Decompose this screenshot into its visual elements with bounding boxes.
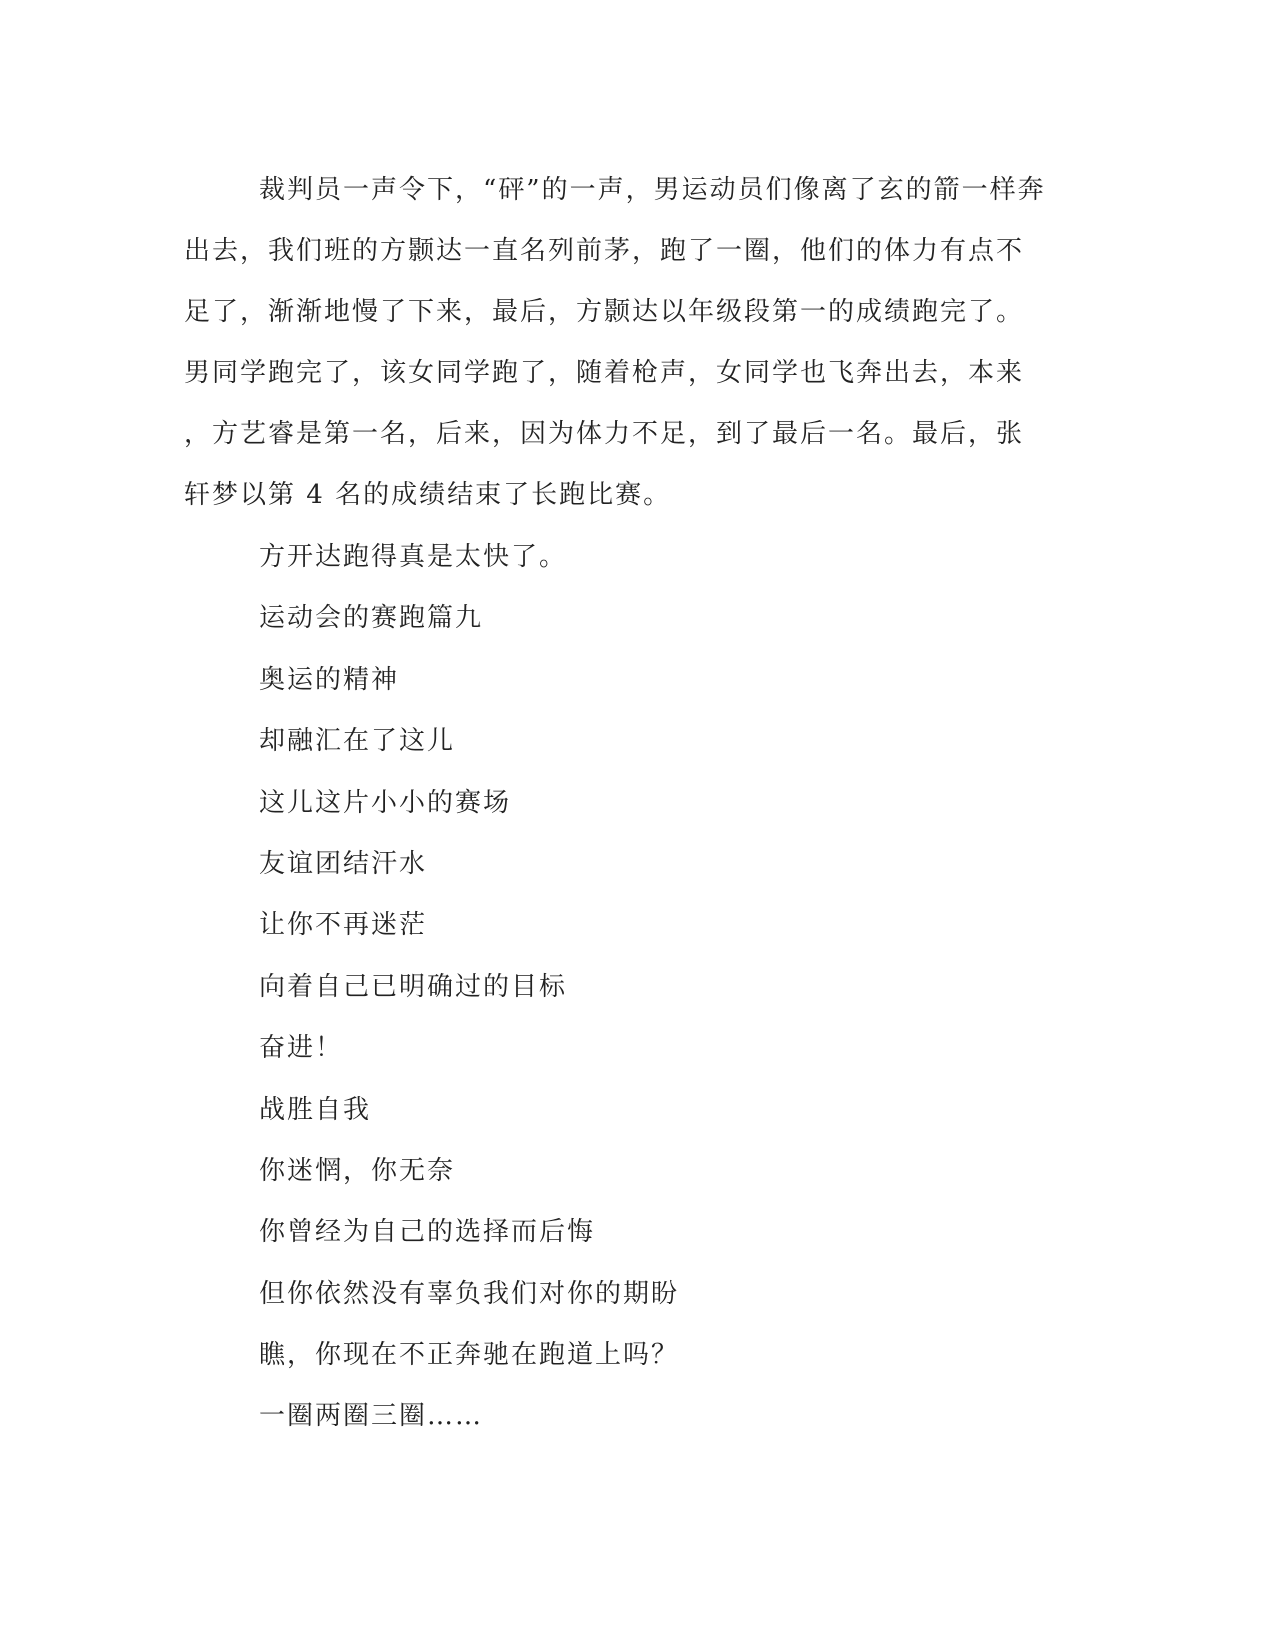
paragraph-line: ，方艺睿是第一名，后来，因为体力不足，到了最后一名。最后，张 — [184, 419, 1025, 449]
verse-line: 瞧，你现在不正奔驰在跑道上吗？ — [259, 1340, 680, 1371]
paragraph-line: 裁判员一声令下，“砰”的一声，男运动员们像离了玄的箭一样奔 — [259, 175, 1046, 205]
verse-line: 奋进！ — [259, 1033, 344, 1064]
paragraph-line: 足了，渐渐地慢了下来，最后，方颢达以年级段第一的成绩跑完了。 — [184, 297, 1025, 327]
poem-verses — [259, 527, 1059, 1448]
verse-line: 向着自己已明确过的目标 — [259, 971, 568, 1002]
verse-line: 一圈两圈三圈…… — [259, 1401, 484, 1432]
verse-line: 这儿这片小小的赛场 — [259, 787, 512, 818]
verse-line: 奥运的精神 — [259, 664, 400, 695]
verse-line: 友谊团结汗水 — [259, 848, 428, 879]
verse-line: 方开达跑得真是太快了。 — [259, 542, 568, 572]
verse-line: 你曾经为自己的选择而后悔 — [259, 1217, 596, 1248]
paragraph-line: 男同学跑完了，该女同学跑了，随着枪声，女同学也飞奔出去，本来 — [184, 358, 1025, 388]
verse-line: 战胜自我 — [259, 1094, 372, 1125]
verse-line: 却融汇在了这儿 — [259, 726, 456, 757]
paragraph-line: 轩梦以第 4 名的成绩结束了长跑比赛。 — [184, 480, 672, 510]
section-heading: 运动会的赛跑篇九 — [259, 603, 484, 634]
verse-line: 让你不再迷茫 — [259, 910, 428, 941]
paragraph-line: 出去，我们班的方颢达一直名列前茅，跑了一圈，他们的体力有点不 — [184, 236, 1025, 266]
verse-line: 你迷惘，你无奈 — [259, 1155, 456, 1186]
narrative-paragraph — [184, 160, 1064, 526]
verse-line: 但你依然没有辜负我们对你的期盼 — [259, 1278, 680, 1309]
